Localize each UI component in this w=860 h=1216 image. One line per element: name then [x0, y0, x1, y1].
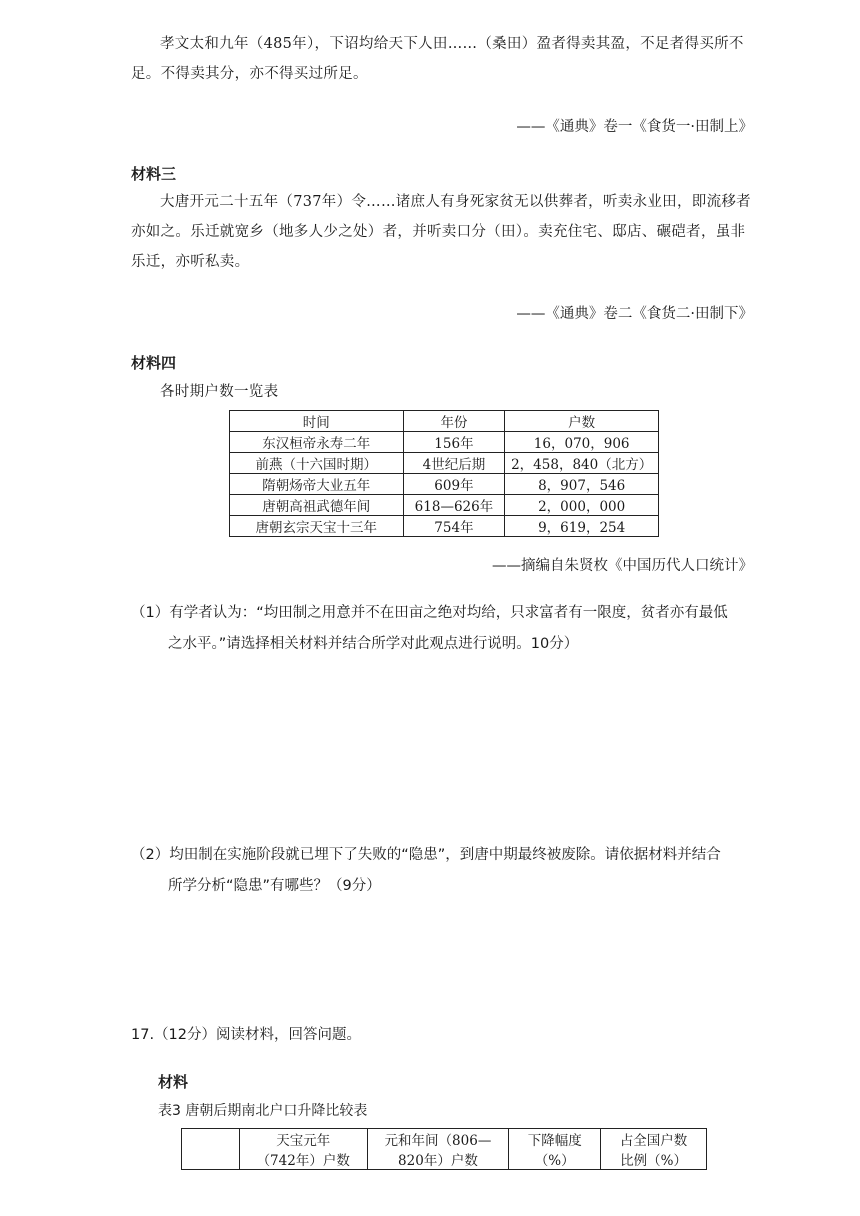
m4-table-caption: 各时期户数一览表	[160, 384, 279, 400]
table-cell: 唐朝高祖武德年间	[230, 495, 404, 516]
header-cell: 占全国户数	[601, 1129, 707, 1150]
m4-heading: 材料四	[131, 354, 177, 372]
table-cell: 隋朝炀帝大业五年	[230, 474, 404, 495]
table-header-row	[182, 1129, 707, 1150]
question-17: 17.（12分）阅读材料，回答问题。	[131, 1027, 362, 1043]
m3-heading: 材料三	[131, 165, 177, 183]
header-cell: 时间	[230, 411, 404, 432]
table-cell: 609年	[403, 474, 505, 495]
table-cell: 前燕（十六国时期）	[230, 453, 404, 474]
table-cell: 754年	[403, 516, 505, 537]
table-cell: 618—626年	[403, 495, 505, 516]
q17-material-heading: 材料	[158, 1073, 189, 1091]
question-1-line-2: 之水平。”请选择相关材料并结合所学对此观点进行说明。10分）	[168, 636, 579, 652]
table-row	[230, 516, 659, 537]
header-cell: 元和年间（806—	[367, 1129, 509, 1150]
header-cell: （%）	[509, 1149, 601, 1170]
table-cell: 唐朝玄宗天宝十三年	[230, 516, 404, 537]
m3-line-2: 亦如之。乐迁就宽乡（地多人少之处）者，并听卖口分（田）。卖充住宅、邸店、碾硙者，虽非	[131, 224, 746, 240]
m2-line-2: 足。不得卖其分，亦不得买过所足。	[131, 66, 368, 82]
header-cell: 820年）户数	[367, 1149, 509, 1170]
question-1-line-1: （1）有学者认为：“均田制之用意并不在田亩之绝对均给，只求富者有一限度，贫者亦有最低	[131, 605, 728, 621]
m4-source: ——摘编自朱贤枚《中国历代人口统计》	[492, 558, 753, 574]
table-row	[230, 453, 659, 474]
table-header-row	[182, 1149, 707, 1170]
m3-source: ——《通典》卷二《食货二·田制下》	[516, 306, 753, 322]
households-table	[229, 410, 659, 537]
table-cell: 4世纪后期	[403, 453, 505, 474]
header-cell-blank	[182, 1129, 240, 1170]
table-cell: 2，458，840（北方）	[505, 453, 659, 474]
m2-line-1: 孝文太和九年（485年），下诏均给天下人田……（桑田）盈者得卖其盈，不足者得买所不	[160, 36, 744, 52]
m3-line-3: 乐迁，亦听私卖。	[131, 254, 250, 270]
table-cell: 156年	[403, 432, 505, 453]
table-row	[230, 432, 659, 453]
m3-line-1: 大唐开元二十五年（737年）令……诸庶人有身死家贫无以供葬者，听卖永业田，即流移者	[160, 194, 751, 210]
question-2-line-2: 所学分析“隐患”有哪些？（9分）	[168, 878, 381, 894]
header-cell: 户数	[505, 411, 659, 432]
table-cell: 9，619，254	[505, 516, 659, 537]
header-cell: 下降幅度	[509, 1129, 601, 1150]
table-3	[181, 1128, 707, 1170]
header-cell: 天宝元年	[239, 1129, 367, 1150]
table-row	[230, 495, 659, 516]
table-row	[230, 474, 659, 495]
header-cell: 比例（%）	[601, 1149, 707, 1170]
header-cell: 年份	[403, 411, 505, 432]
table-cell: 8，907，546	[505, 474, 659, 495]
table-header-row	[230, 411, 659, 432]
table-cell: 东汉桓帝永寿二年	[230, 432, 404, 453]
question-2-line-1: （2）均田制在实施阶段就已埋下了失败的“隐患”，到唐中期最终被废除。请依据材料并结合	[131, 847, 721, 863]
table3-caption: 表3 唐朝后期南北户口升降比较表	[158, 1103, 368, 1119]
table-cell: 2，000，000	[505, 495, 659, 516]
table-cell: 16，070，906	[505, 432, 659, 453]
header-cell: （742年）户数	[239, 1149, 367, 1170]
m2-source: ——《通典》卷一《食货一·田制上》	[516, 119, 753, 135]
